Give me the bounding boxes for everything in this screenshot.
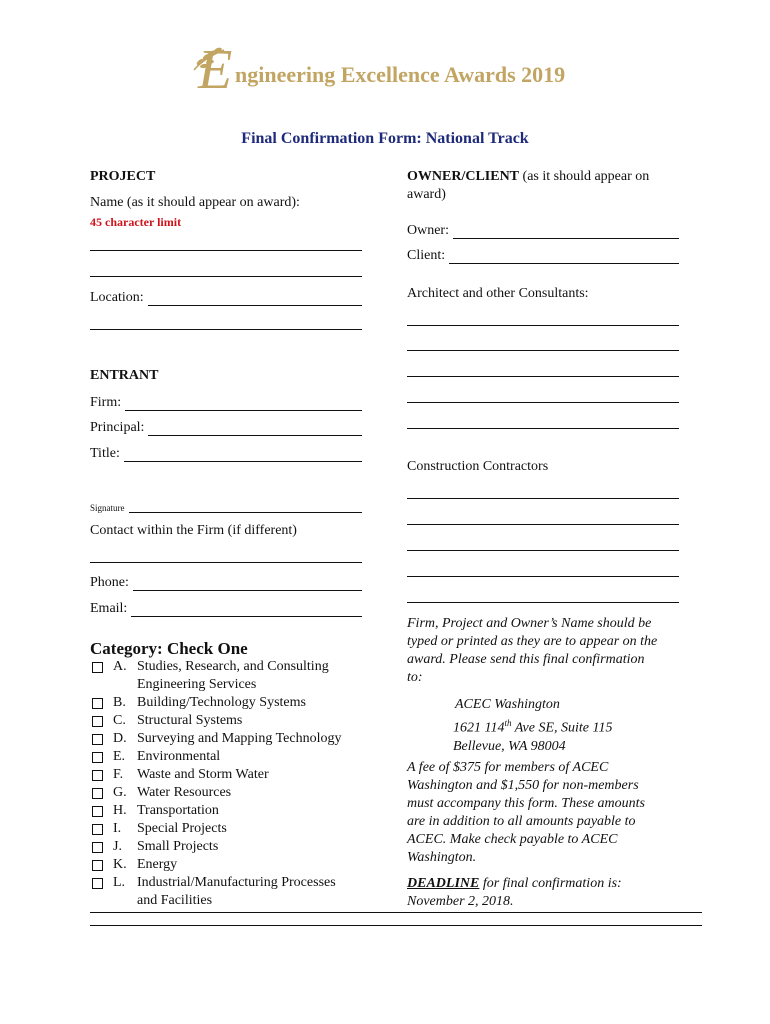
owner-heading-note: (as it should appear on [522, 169, 650, 184]
project-name-line-2[interactable] [90, 276, 362, 277]
checkbox-icon[interactable] [92, 860, 103, 871]
owner-label: Owner: [407, 223, 449, 238]
category-label: Waste and Storm Water [137, 767, 269, 782]
location-field[interactable] [90, 290, 362, 306]
category-letter: F. [113, 767, 124, 782]
consultant-line-5[interactable] [407, 428, 679, 429]
title-field[interactable] [90, 446, 362, 462]
firm-field[interactable] [90, 395, 362, 411]
checkbox-icon[interactable] [92, 662, 103, 673]
category-label: Structural Systems [137, 713, 243, 728]
category-option[interactable] [90, 802, 390, 820]
checkbox-icon[interactable] [92, 806, 103, 817]
contact-label: Contact within the Firm (if different) [90, 523, 297, 538]
mailing-address [407, 696, 697, 756]
category-label: Environmental [137, 749, 221, 764]
project-name-line-1[interactable] [90, 250, 362, 251]
instruction-line: typed or printed as they are to appear on the [407, 634, 658, 649]
deadline-text: for final confirmation is: [479, 876, 622, 891]
consultant-line-2[interactable] [407, 350, 679, 351]
contractor-line-4[interactable] [407, 576, 679, 577]
title-label: Title: [90, 446, 120, 461]
category-letter: D. [113, 731, 127, 746]
category-option[interactable] [90, 694, 390, 712]
fee-line: Washington. [407, 850, 477, 865]
deadline-label: DEADLINE [407, 876, 480, 891]
category-option[interactable] [90, 874, 390, 910]
category-letter: I. [113, 821, 122, 836]
divider-rule-2 [90, 925, 702, 926]
instruction-line: award. Please send this final confirmation [407, 652, 645, 667]
contractor-line-3[interactable] [407, 550, 679, 551]
instructions [407, 615, 697, 687]
contractor-line-1[interactable] [407, 498, 679, 499]
contractors-label: Construction Contractors [407, 459, 549, 474]
category-letter: J. [113, 839, 122, 854]
category-letter: H. [113, 803, 127, 818]
category-list [90, 658, 390, 910]
consultant-line-1[interactable] [407, 325, 679, 326]
checkbox-icon[interactable] [92, 698, 103, 709]
category-letter: A. [113, 659, 127, 674]
category-letter: L. [113, 875, 126, 890]
checkbox-icon[interactable] [92, 770, 103, 781]
awards-header [190, 40, 610, 100]
category-letter: K. [113, 857, 127, 872]
category-option[interactable] [90, 712, 390, 730]
category-letter: G. [113, 785, 127, 800]
checkbox-icon[interactable] [92, 734, 103, 745]
category-option[interactable] [90, 766, 390, 784]
checkbox-icon[interactable] [92, 716, 103, 727]
category-option[interactable] [90, 838, 390, 856]
owner-field[interactable] [407, 223, 679, 239]
deadline-note [407, 875, 702, 911]
category-label: Surveying and Mapping Technology [137, 731, 342, 746]
checkbox-icon[interactable] [92, 752, 103, 763]
architect-label: Architect and other Consultants: [407, 286, 589, 301]
owner-heading-row [407, 169, 649, 185]
awards-title: ngineering Excellence Awards 2019 [235, 62, 566, 87]
fee-line: A fee of $375 for members of ACEC [407, 760, 609, 775]
owner-heading: OWNER/CLIENT [407, 169, 520, 184]
address-line-2: 1621 114th Ave SE, Suite 115 [453, 718, 613, 736]
category-label: Building/Technology Systems [137, 695, 306, 710]
location-line-2[interactable] [90, 329, 362, 330]
category-heading: Category: Check One [90, 639, 248, 658]
character-limit-note: 45 character limit [90, 215, 182, 229]
address-line-1: ACEC Washington [455, 697, 560, 712]
fee-note [407, 759, 702, 867]
email-label: Email: [90, 601, 128, 616]
principal-label: Principal: [90, 420, 145, 435]
category-label: Water Resources [137, 785, 232, 800]
title-initial: E [198, 39, 233, 101]
category-label: Industrial/Manufacturing Processes and Facilities [137, 875, 336, 908]
consultant-line-3[interactable] [407, 376, 679, 377]
principal-field[interactable] [90, 420, 362, 436]
project-heading: PROJECT [90, 169, 156, 184]
firm-label: Firm: [90, 395, 122, 410]
checkbox-icon[interactable] [92, 824, 103, 835]
category-option[interactable] [90, 784, 390, 802]
fee-line: ACEC. Make check payable to ACEC [407, 832, 618, 847]
contractor-line-2[interactable] [407, 524, 679, 525]
signature-field[interactable] [90, 503, 362, 513]
category-letter: E. [113, 749, 126, 764]
contractor-line-5[interactable] [407, 602, 679, 603]
category-label: Energy [137, 857, 178, 872]
client-field[interactable] [407, 248, 679, 264]
category-label: Small Projects [137, 839, 219, 854]
category-option[interactable] [90, 748, 390, 766]
form-title: Final Confirmation Form: National Track [241, 130, 529, 147]
checkbox-icon[interactable] [92, 878, 103, 889]
signature-label: Signature [90, 503, 125, 513]
checkbox-icon[interactable] [92, 788, 103, 799]
fee-line: Washington and $1,550 for non-members [407, 778, 639, 793]
contact-line[interactable] [90, 562, 362, 563]
divider-rule-1 [90, 912, 702, 913]
category-label: Special Projects [137, 821, 227, 836]
email-field[interactable] [90, 601, 362, 617]
instruction-line: Firm, Project and Owner’s Name should be [407, 616, 652, 631]
phone-field[interactable] [90, 575, 362, 591]
category-letter: B. [113, 695, 126, 710]
fee-line: are in addition to all amounts payable to [407, 814, 636, 829]
location-label: Location: [90, 290, 144, 305]
fee-line: must accompany this form. These amounts [407, 796, 645, 811]
phone-label: Phone: [90, 575, 129, 590]
address-line-3: Bellevue, WA 98004 [453, 738, 566, 754]
category-option[interactable] [90, 820, 390, 838]
owner-heading-note-2: award) [407, 187, 446, 202]
client-label: Client: [407, 248, 446, 263]
consultant-line-4[interactable] [407, 402, 679, 403]
project-name-label: Name (as it should appear on award): [90, 195, 300, 210]
entrant-heading: ENTRANT [90, 368, 159, 383]
category-option[interactable] [90, 856, 390, 874]
category-option[interactable] [90, 730, 390, 748]
checkbox-icon[interactable] [92, 842, 103, 853]
category-label: Studies, Research, and Consulting Engineering Services [137, 659, 329, 692]
instruction-line: to: [407, 670, 423, 685]
category-letter: C. [113, 713, 126, 728]
category-label: Transportation [137, 803, 219, 818]
category-option[interactable] [90, 658, 390, 694]
deadline-date: November 2, 2018. [407, 894, 514, 909]
